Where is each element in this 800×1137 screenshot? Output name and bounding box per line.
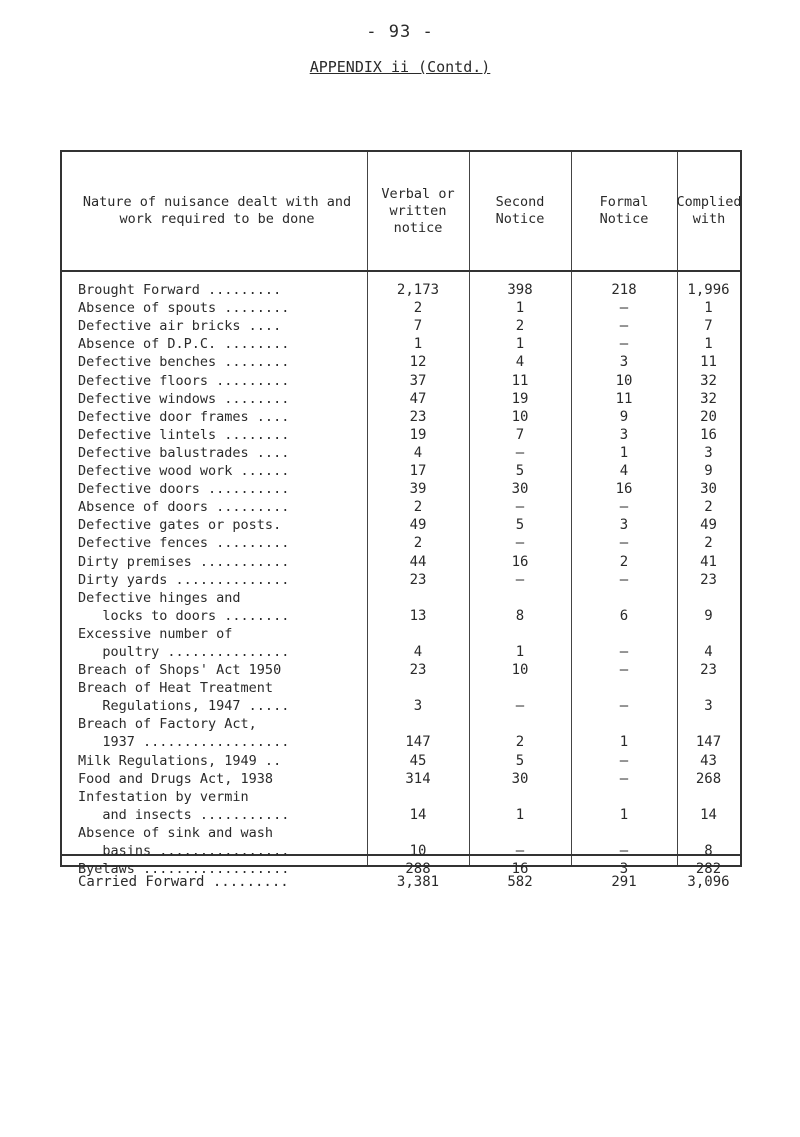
cell-formal: – [619,336,629,353]
cell-verbal: 37 [409,372,427,389]
row-label: Dirty yards .............. [78,571,290,588]
cell-verbal: 12 [409,354,427,371]
row-label: Absence of sink and wash [78,825,274,841]
cell-verbal: 23 [409,662,427,679]
cell-verbal: 2 [413,535,423,552]
cell-verbal: 39 [409,481,427,498]
total-label: Carried Forward ......... [78,874,289,890]
row-label: Defective wood work ...... [78,463,290,479]
total-formal: 291 [611,874,637,890]
nuisance-table [60,150,742,890]
cell-second: 7 [515,426,525,443]
cell-complied: 1 [704,336,713,353]
row-label: Breach of Factory Act, [78,716,257,733]
row-label: Defective doors .......... [78,481,290,498]
row-label: locks to doors ........ [78,607,290,624]
cell-formal: 218 [611,282,637,298]
cell-complied: 2 [704,499,713,516]
cell-formal: 11 [615,390,633,407]
cell-second: 1 [515,300,525,317]
cell-complied: 147 [695,734,722,751]
cell-second: 5 [515,752,525,769]
cell-second: 1 [515,643,525,660]
cell-verbal: 23 [409,571,427,588]
cell-second: 5 [515,463,525,479]
cell-verbal: 1 [413,336,423,353]
cell-formal: 1 [619,734,629,751]
cell-second: – [515,843,525,860]
header-verbal-written: Verbal or written notice [381,185,455,236]
cell-verbal: 44 [409,553,427,570]
cell-formal: – [619,662,629,679]
cell-formal: 9 [619,408,629,425]
cell-complied: 4 [704,643,713,660]
row-label: Dirty premises ........... [78,553,290,570]
cell-verbal: 19 [409,426,427,443]
cell-formal: 6 [619,607,629,624]
total-complied: 3,096 [687,874,730,890]
cell-formal: 1 [619,444,629,461]
row-label: Brought Forward ......... [78,282,282,298]
header-second-notice: Second Notice [495,194,545,227]
cell-second: – [515,499,525,516]
row-label: Infestation by vermin [78,788,249,805]
row-label: Absence of doors ......... [78,499,290,516]
cell-second: – [515,698,525,715]
cell-formal: 3 [619,354,629,371]
cell-formal: 1 [619,806,629,823]
cell-second: 10 [511,662,529,679]
cell-complied: 3 [704,698,713,715]
cell-complied: 8 [704,843,713,860]
row-label: Breach of Heat Treatment [78,680,274,697]
header-formal-notice: Formal Notice [599,194,649,227]
cell-formal: – [619,300,629,317]
cell-second: – [515,571,525,588]
cell-formal: 10 [615,372,633,389]
cell-complied: 43 [700,752,717,769]
cell-formal: – [619,698,629,715]
cell-complied: 20 [700,408,717,425]
cell-second: 398 [507,282,533,298]
cell-formal: 16 [615,481,633,498]
cell-complied: 2 [704,535,713,552]
cell-verbal: 13 [409,607,427,624]
row-label: Defective gates or posts. [78,517,282,534]
cell-formal: 3 [619,861,629,878]
cell-complied: 30 [700,481,717,498]
cell-verbal: 10 [409,843,427,860]
cell-second: 30 [511,481,529,498]
cell-verbal: 45 [409,752,427,769]
cell-formal: 3 [619,517,629,534]
cell-complied: 32 [700,372,717,389]
cell-second: 4 [515,354,525,371]
row-label: Defective lintels ........ [78,426,290,443]
row-label: Absence of spouts ........ [78,300,290,317]
cell-verbal: 23 [409,408,427,425]
row-label: Milk Regulations, 1949 .. [78,752,282,769]
cell-second: 8 [515,607,525,624]
cell-formal: – [619,318,629,335]
cell-complied: 1,996 [687,282,730,298]
row-label: Defective windows ........ [78,390,290,407]
row-label: Regulations, 1947 ..... [78,698,290,715]
row-label: Absence of D.P.C. ........ [78,336,290,353]
cell-verbal: 2 [413,300,423,317]
cell-second: 2 [515,318,525,335]
total-second: 582 [507,874,533,890]
cell-complied: 7 [704,318,713,335]
cell-verbal: 4 [413,643,423,660]
cell-complied: 41 [700,553,717,570]
cell-second: 10 [511,408,529,425]
cell-verbal: 47 [409,390,427,407]
cell-formal: – [619,535,629,552]
cell-complied: 282 [695,861,722,878]
cell-verbal: 17 [409,463,427,479]
page-number: - 93 - [366,22,434,42]
row-label: Defective fences ......... [78,535,290,552]
cell-second: 16 [511,861,529,878]
row-label: Byelaws .................. [78,861,290,878]
cell-second: 1 [515,336,525,353]
cell-formal: – [619,770,629,787]
cell-formal: – [619,643,629,660]
cell-formal: – [619,752,629,769]
cell-verbal: 7 [413,318,423,335]
cell-complied: 14 [700,806,717,823]
total-verbal: 3,381 [396,874,440,890]
cell-verbal: 288 [405,861,431,878]
row-label: Food and Drugs Act, 1938 [78,770,274,787]
appendix-heading [0,58,800,76]
cell-formal: – [619,499,629,516]
cell-complied: 11 [700,354,717,371]
row-label: Defective door frames .... [78,408,290,425]
cell-second: 5 [515,517,525,534]
cell-complied: 16 [700,426,717,443]
cell-second: 2 [515,734,525,751]
cell-formal: 4 [619,463,629,479]
row-label: Excessive number of [78,625,233,642]
row-label: and insects ........... [78,806,290,823]
cell-second: 30 [511,770,529,787]
cell-complied: 32 [700,390,717,407]
row-label: Defective floors ......... [78,372,290,389]
cell-verbal: 2,173 [396,282,440,298]
cell-verbal: 49 [409,517,427,534]
row-label: Defective benches ........ [78,354,290,371]
row-label: Defective hinges and [78,589,241,606]
cell-verbal: 4 [413,444,423,461]
cell-complied: 49 [700,517,717,534]
appendix-heading-text: APPENDIX ii (Contd.) [309,58,491,76]
header-complied-with: Complied with [676,194,742,227]
cell-second: 19 [511,390,529,407]
cell-second: – [515,444,525,461]
cell-complied: 23 [700,571,717,588]
cell-formal: 2 [619,553,629,570]
cell-second: – [515,535,525,552]
cell-formal: – [619,843,629,860]
cell-verbal: 147 [405,734,431,751]
cell-second: 11 [511,372,529,389]
cell-verbal: 14 [409,806,427,823]
cell-complied: 1 [704,300,713,317]
cell-second: 16 [511,553,529,570]
cell-verbal: 314 [405,770,431,787]
row-label: basins ................ [78,843,290,860]
header-divider [62,270,740,272]
cell-verbal: 3 [413,698,423,715]
cell-complied: 3 [704,444,713,461]
cell-verbal: 2 [413,499,423,516]
cell-complied: 23 [700,662,717,679]
row-label: Breach of Shops' Act 1950 [78,662,282,679]
header-nature: Nature of nuisance dealt with and work required to be done [82,194,352,227]
cell-formal: 3 [619,426,629,443]
cell-second: 1 [515,806,525,823]
row-label: Defective balustrades .... [78,444,290,461]
row-label: Defective air bricks .... [78,318,282,335]
row-label: 1937 .................. [78,734,290,751]
cell-complied: 9 [704,607,713,624]
row-label: poultry ............... [78,643,290,660]
cell-complied: 268 [695,770,722,787]
cell-complied: 9 [704,463,713,479]
cell-formal: – [619,571,629,588]
